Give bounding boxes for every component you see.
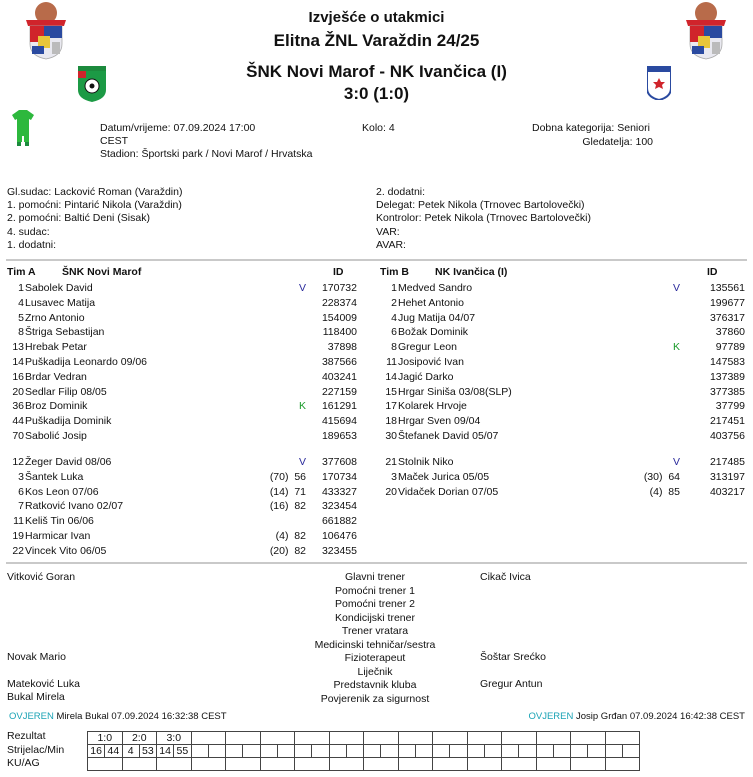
player-id: 323455 bbox=[321, 544, 357, 557]
player-id: 377385 bbox=[709, 385, 745, 398]
player-row bbox=[0, 429, 357, 443]
kuag-cell bbox=[329, 758, 364, 771]
scorer-cell bbox=[536, 745, 553, 758]
player-id: 199677 bbox=[709, 296, 745, 309]
player-id: 170734 bbox=[321, 470, 357, 483]
official-line: Delegat: Petek Nikola (Trnovec Bartolovečki) bbox=[376, 199, 585, 212]
scorer-cell bbox=[502, 745, 519, 758]
official-line: Kontrolor: Petek Nikola (Trnovec Bartolovečki) bbox=[376, 212, 591, 225]
player-name: Sedlar Filip 08/05 bbox=[25, 385, 107, 398]
scorer-cell bbox=[571, 745, 588, 758]
player-id: 403241 bbox=[321, 370, 357, 383]
kuag-cell bbox=[88, 758, 123, 771]
player-flag: V bbox=[298, 456, 306, 468]
shirt-number: 17 bbox=[385, 400, 397, 413]
player-flag: (16) 82 bbox=[269, 500, 306, 513]
player-id: 415694 bbox=[321, 415, 357, 428]
team-a-label: Tim A bbox=[7, 266, 36, 278]
kuag-cell bbox=[467, 758, 502, 771]
player-id: 137389 bbox=[709, 370, 745, 383]
kuag-cell bbox=[536, 758, 571, 771]
player-id: 97789 bbox=[715, 341, 745, 354]
team-b-id-header: ID bbox=[707, 266, 718, 278]
report-title: Izvješće o utakmici bbox=[308, 9, 445, 26]
player-id: 387566 bbox=[321, 356, 357, 368]
shirt-number: 8 bbox=[18, 326, 24, 339]
kuag-cell bbox=[226, 758, 261, 771]
verified-badge: OVJEREN bbox=[9, 711, 54, 722]
player-row bbox=[0, 455, 357, 469]
player-row bbox=[373, 311, 745, 325]
player-row bbox=[0, 296, 357, 310]
role-label: Predstavnik kluba bbox=[333, 679, 417, 691]
spectators: Gledatelja: 100 bbox=[582, 136, 653, 148]
shirt-number: 11 bbox=[386, 356, 397, 368]
away-club-rep: Gregur Antun bbox=[480, 678, 543, 690]
officials-left bbox=[7, 186, 182, 252]
player-row bbox=[373, 340, 745, 354]
staff-roles bbox=[250, 571, 500, 706]
player-name: Hehet Antonio bbox=[398, 296, 464, 309]
player-row bbox=[373, 385, 745, 399]
divider bbox=[6, 562, 747, 564]
player-name: Maček Jurica 05/05 bbox=[398, 470, 490, 483]
player-id: 403217 bbox=[709, 485, 745, 498]
kuag-cell bbox=[191, 758, 226, 771]
scorer-cell bbox=[467, 745, 484, 758]
scoring-table bbox=[87, 731, 640, 771]
result-cell bbox=[260, 732, 295, 745]
shirt-number: 21 bbox=[385, 456, 397, 468]
player-row bbox=[0, 340, 357, 354]
player-id: 161291 bbox=[321, 400, 357, 413]
official-line: 2. pomoćni: Baltić Deni (Sisak) bbox=[7, 212, 150, 225]
shirt-number: 4 bbox=[391, 311, 397, 324]
result-cell bbox=[467, 732, 502, 745]
player-row bbox=[0, 514, 357, 528]
score-label-result: Rezultat bbox=[7, 730, 46, 742]
scorer-cell: 16 bbox=[88, 745, 105, 758]
shirt-number: 20 bbox=[12, 385, 24, 398]
player-name: Gregur Leon bbox=[398, 341, 457, 354]
role-label: Pomoćni trener 2 bbox=[335, 598, 415, 610]
player-row bbox=[373, 455, 745, 469]
player-name: Šantek Luka bbox=[25, 470, 84, 483]
minute-cell: 44 bbox=[105, 745, 122, 758]
player-id: 135561 bbox=[709, 282, 745, 294]
shirt-number: 14 bbox=[12, 356, 24, 368]
player-row bbox=[0, 414, 357, 428]
shirt-number: 4 bbox=[18, 296, 24, 309]
player-row bbox=[0, 281, 357, 295]
player-flag: K bbox=[298, 400, 306, 413]
shirt-number: 8 bbox=[391, 341, 397, 354]
result-cell bbox=[605, 732, 640, 745]
official-line: VAR: bbox=[376, 225, 400, 238]
home-head-coach: Vitković Goran bbox=[7, 571, 76, 583]
shirt-number: 13 bbox=[12, 341, 24, 354]
minute-cell bbox=[312, 745, 329, 758]
player-row bbox=[373, 296, 745, 310]
minute-cell bbox=[243, 745, 260, 758]
player-id: 227159 bbox=[321, 385, 357, 398]
player-row bbox=[0, 499, 357, 513]
player-name: Sabolek David bbox=[25, 282, 93, 294]
role-label: Povjerenik za sigurnost bbox=[320, 692, 430, 705]
divider bbox=[6, 259, 747, 261]
role-label: Medicinski tehničar/sestra bbox=[314, 638, 436, 651]
player-id: 433327 bbox=[321, 485, 357, 498]
result-cell bbox=[295, 732, 330, 745]
result-cell bbox=[433, 732, 468, 745]
player-name: Hrgar Sven 09/04 bbox=[398, 415, 481, 428]
kuag-cell bbox=[605, 758, 640, 771]
scorer-cell bbox=[398, 745, 415, 758]
role-label: Kondicijski trener bbox=[335, 611, 415, 624]
official-line: 1. dodatni: bbox=[7, 238, 57, 251]
player-id: 661882 bbox=[321, 515, 357, 528]
player-flag: V bbox=[672, 456, 680, 468]
team-a-id-header: ID bbox=[333, 266, 344, 278]
kuag-cell bbox=[295, 758, 330, 771]
player-name: Sabolić Josip bbox=[25, 430, 87, 442]
player-row bbox=[0, 485, 357, 499]
result-cell bbox=[364, 732, 399, 745]
verification-left bbox=[9, 711, 227, 722]
player-id: 377608 bbox=[321, 456, 357, 468]
player-name: Kolarek Hrvoje bbox=[398, 400, 467, 413]
player-row bbox=[0, 355, 357, 369]
minute-cell bbox=[519, 745, 536, 758]
shirt-number: 18 bbox=[385, 415, 397, 428]
match-timezone: CEST bbox=[100, 135, 129, 147]
home-kit-icon bbox=[12, 110, 34, 149]
player-row bbox=[0, 370, 357, 384]
player-row bbox=[0, 325, 357, 339]
scoring-labels bbox=[7, 730, 64, 771]
player-id: 147583 bbox=[709, 356, 745, 368]
player-flag: K bbox=[672, 341, 680, 354]
player-name: Jug Matija 04/07 bbox=[398, 311, 476, 324]
shirt-number: 1 bbox=[391, 282, 397, 294]
shirt-number: 2 bbox=[391, 296, 397, 309]
team-b-name: NK Ivančica (I) bbox=[435, 266, 508, 278]
shirt-number: 44 bbox=[12, 415, 24, 428]
player-id: 217451 bbox=[709, 415, 745, 428]
player-flag: V bbox=[298, 282, 306, 294]
player-row bbox=[0, 311, 357, 325]
result-cell bbox=[571, 732, 606, 745]
player-name: Štriga Sebastijan bbox=[25, 326, 105, 339]
scorer-cell bbox=[295, 745, 312, 758]
scorer-cell bbox=[329, 745, 346, 758]
player-flag: (30) 64 bbox=[643, 470, 680, 483]
shirt-number: 5 bbox=[18, 311, 24, 324]
match-round: Kolo: 4 bbox=[362, 122, 395, 134]
competition-title: Elitna ŽNL Varaždin 24/25 bbox=[273, 31, 480, 50]
player-name: Vincek Vito 06/05 bbox=[25, 544, 107, 557]
player-id: 313197 bbox=[709, 470, 745, 483]
player-name: Broz Dominik bbox=[25, 400, 88, 413]
player-row bbox=[373, 399, 745, 413]
player-name: Medved Sandro bbox=[398, 282, 473, 294]
shirt-number: 11 bbox=[13, 515, 24, 528]
player-id: 189653 bbox=[321, 430, 357, 442]
player-name: Harmicar Ivan bbox=[25, 530, 91, 542]
player-name: Zrno Antonio bbox=[25, 311, 85, 324]
player-flag: (4) 82 bbox=[275, 530, 306, 542]
minute-cell bbox=[381, 745, 398, 758]
player-id: 106476 bbox=[321, 530, 357, 542]
result-cell bbox=[398, 732, 433, 745]
match-title: ŠNK Novi Marof - NK Ivančica (I) bbox=[246, 62, 507, 81]
kuag-cell bbox=[364, 758, 399, 771]
player-flag: V bbox=[672, 282, 680, 294]
kuag-cell bbox=[260, 758, 295, 771]
player-id: 217485 bbox=[709, 456, 745, 468]
match-score: 3:0 (1:0) bbox=[343, 84, 410, 103]
player-name: Puškadija Dominik bbox=[25, 415, 112, 428]
player-name: Josipović Ivan bbox=[398, 356, 464, 368]
scorer-row bbox=[88, 745, 640, 758]
player-row bbox=[373, 325, 745, 339]
minute-cell: 53 bbox=[139, 745, 156, 758]
player-flag: (20) 82 bbox=[269, 544, 306, 557]
official-line: 2. dodatni: bbox=[376, 186, 426, 198]
minute-cell bbox=[622, 745, 639, 758]
official-line: AVAR: bbox=[376, 238, 406, 251]
kuag-cell bbox=[157, 758, 192, 771]
verified-badge: OVJEREN bbox=[528, 711, 574, 722]
minute-cell: 55 bbox=[174, 745, 191, 758]
player-row bbox=[0, 544, 357, 558]
official-line: 4. sudac: bbox=[7, 225, 50, 238]
result-cell bbox=[226, 732, 261, 745]
verified-by: Josip Grđan 07.09.2024 16:42:38 CEST bbox=[575, 711, 745, 722]
player-flag: (14) 71 bbox=[269, 485, 306, 498]
kuag-cell bbox=[398, 758, 433, 771]
away-head-coach: Cikač Ivica bbox=[480, 571, 531, 583]
player-flag: (4) 85 bbox=[649, 485, 680, 498]
away-physio: Šoštar Srećko bbox=[480, 651, 546, 663]
result-cell: 2:0 bbox=[122, 732, 157, 745]
home-club-rep: Mateković Luka bbox=[7, 678, 80, 690]
minute-cell bbox=[415, 745, 432, 758]
result-cell: 3:0 bbox=[157, 732, 192, 745]
team-a-name: ŠNK Novi Marof bbox=[62, 266, 142, 278]
shirt-number: 12 bbox=[12, 456, 24, 468]
role-label: Fizioterapeut bbox=[344, 652, 406, 664]
shirt-number: 6 bbox=[18, 485, 24, 498]
officials-right bbox=[376, 186, 591, 252]
player-name: Vidaček Dorian 07/05 bbox=[398, 485, 499, 498]
role-label: Pomoćni trener 1 bbox=[335, 584, 415, 597]
player-name: Hrgar Siniša 03/08(SLP) bbox=[398, 385, 512, 398]
scorer-cell bbox=[433, 745, 450, 758]
kuag-cell bbox=[122, 758, 157, 771]
player-row bbox=[373, 414, 745, 428]
kuag-cell bbox=[433, 758, 468, 771]
shirt-number: 20 bbox=[385, 485, 397, 498]
home-security: Bukal Mirela bbox=[7, 691, 65, 703]
player-row bbox=[0, 529, 357, 543]
verification-right bbox=[528, 711, 745, 722]
player-row bbox=[0, 470, 357, 484]
player-id: 118400 bbox=[322, 326, 357, 339]
player-id: 170732 bbox=[321, 282, 357, 294]
scorer-cell bbox=[605, 745, 622, 758]
shirt-number: 3 bbox=[18, 470, 24, 483]
shirt-number: 3 bbox=[391, 470, 397, 483]
scorer-cell bbox=[226, 745, 243, 758]
player-id: 37799 bbox=[715, 400, 745, 413]
player-row bbox=[373, 485, 745, 499]
shirt-number: 6 bbox=[391, 326, 397, 339]
minute-cell bbox=[346, 745, 363, 758]
player-id: 376317 bbox=[709, 311, 745, 324]
minute-cell bbox=[450, 745, 467, 758]
role-label: Glavni trener bbox=[344, 571, 406, 583]
scorer-cell: 14 bbox=[157, 745, 174, 758]
result-cell: 1:0 bbox=[88, 732, 123, 745]
role-label: Liječnik bbox=[357, 665, 393, 678]
player-name: Stolnik Niko bbox=[398, 456, 454, 468]
shirt-number: 30 bbox=[385, 430, 397, 442]
role-label: Trener vratara bbox=[341, 625, 409, 637]
player-name: Ratković Ivano 02/07 bbox=[25, 500, 124, 513]
player-id: 228374 bbox=[321, 296, 357, 309]
minute-cell bbox=[588, 745, 605, 758]
player-row bbox=[373, 370, 745, 384]
player-row bbox=[0, 385, 357, 399]
player-row bbox=[373, 355, 745, 369]
player-row bbox=[373, 281, 745, 295]
player-name: Brdar Vedran bbox=[25, 370, 87, 383]
shirt-number: 15 bbox=[385, 385, 397, 398]
verified-by: Mirela Bukal 07.09.2024 16:32:38 CEST bbox=[56, 711, 227, 722]
shirt-number: 19 bbox=[12, 530, 24, 542]
player-name: Štefanek David 05/07 bbox=[398, 430, 499, 442]
result-cell bbox=[329, 732, 364, 745]
player-name: Kos Leon 07/06 bbox=[25, 485, 99, 498]
score-label-kuag: KU/AG bbox=[7, 757, 40, 769]
player-name: Keliš Tin 06/06 bbox=[25, 515, 94, 528]
player-flag: (70) 56 bbox=[269, 470, 306, 483]
kuag-cell bbox=[502, 758, 537, 771]
scorer-cell bbox=[364, 745, 381, 758]
result-cell bbox=[536, 732, 571, 745]
player-name: Hrebak Petar bbox=[25, 341, 87, 354]
age-category: Dobna kategorija: Seniori bbox=[532, 122, 650, 134]
player-name: Jagić Darko bbox=[398, 370, 454, 383]
official-line: Gl.sudac: Lacković Roman (Varaždin) bbox=[7, 186, 183, 198]
match-stadium: Stadion: Športski park / Novi Marof / Hrvatska bbox=[100, 148, 313, 160]
player-name: Lusavec Matija bbox=[25, 296, 96, 309]
player-id: 154009 bbox=[321, 311, 357, 324]
player-id: 323454 bbox=[321, 500, 357, 513]
player-row bbox=[373, 429, 745, 443]
shirt-number: 1 bbox=[18, 282, 24, 294]
shirt-number: 22 bbox=[12, 544, 24, 557]
minute-cell bbox=[553, 745, 570, 758]
minute-cell bbox=[208, 745, 225, 758]
player-row bbox=[373, 470, 745, 484]
minute-cell bbox=[484, 745, 501, 758]
player-name: Žeger David 08/06 bbox=[25, 456, 112, 468]
player-id: 37898 bbox=[327, 341, 357, 354]
match-datetime: Datum/vrijeme: 07.09.2024 17:00 bbox=[100, 122, 256, 134]
scorer-cell bbox=[260, 745, 277, 758]
result-cell bbox=[191, 732, 226, 745]
player-row bbox=[0, 399, 357, 413]
player-name: Puškadija Leonardo 09/06 bbox=[25, 356, 148, 368]
scorer-cell bbox=[191, 745, 208, 758]
kuag-cell bbox=[571, 758, 606, 771]
minute-cell bbox=[277, 745, 294, 758]
player-name: Božak Dominik bbox=[398, 326, 469, 339]
shirt-number: 70 bbox=[12, 430, 24, 442]
kuag-row bbox=[88, 758, 640, 771]
result-cell bbox=[502, 732, 537, 745]
result-row bbox=[88, 732, 640, 745]
shirt-number: 7 bbox=[18, 500, 24, 513]
player-id: 403756 bbox=[709, 430, 745, 442]
scorer-cell: 4 bbox=[122, 745, 139, 758]
home-physio: Novak Mario bbox=[7, 651, 66, 663]
official-line: 1. pomoćni: Pintarić Nikola (Varaždin) bbox=[7, 199, 182, 212]
shirt-number: 36 bbox=[12, 400, 24, 413]
team-b-label: Tim B bbox=[380, 266, 409, 278]
shirt-number: 14 bbox=[385, 370, 397, 383]
player-id: 37860 bbox=[715, 326, 745, 339]
shirt-number: 16 bbox=[12, 370, 24, 383]
score-label-scorer: Strijelac/Min bbox=[7, 743, 65, 756]
